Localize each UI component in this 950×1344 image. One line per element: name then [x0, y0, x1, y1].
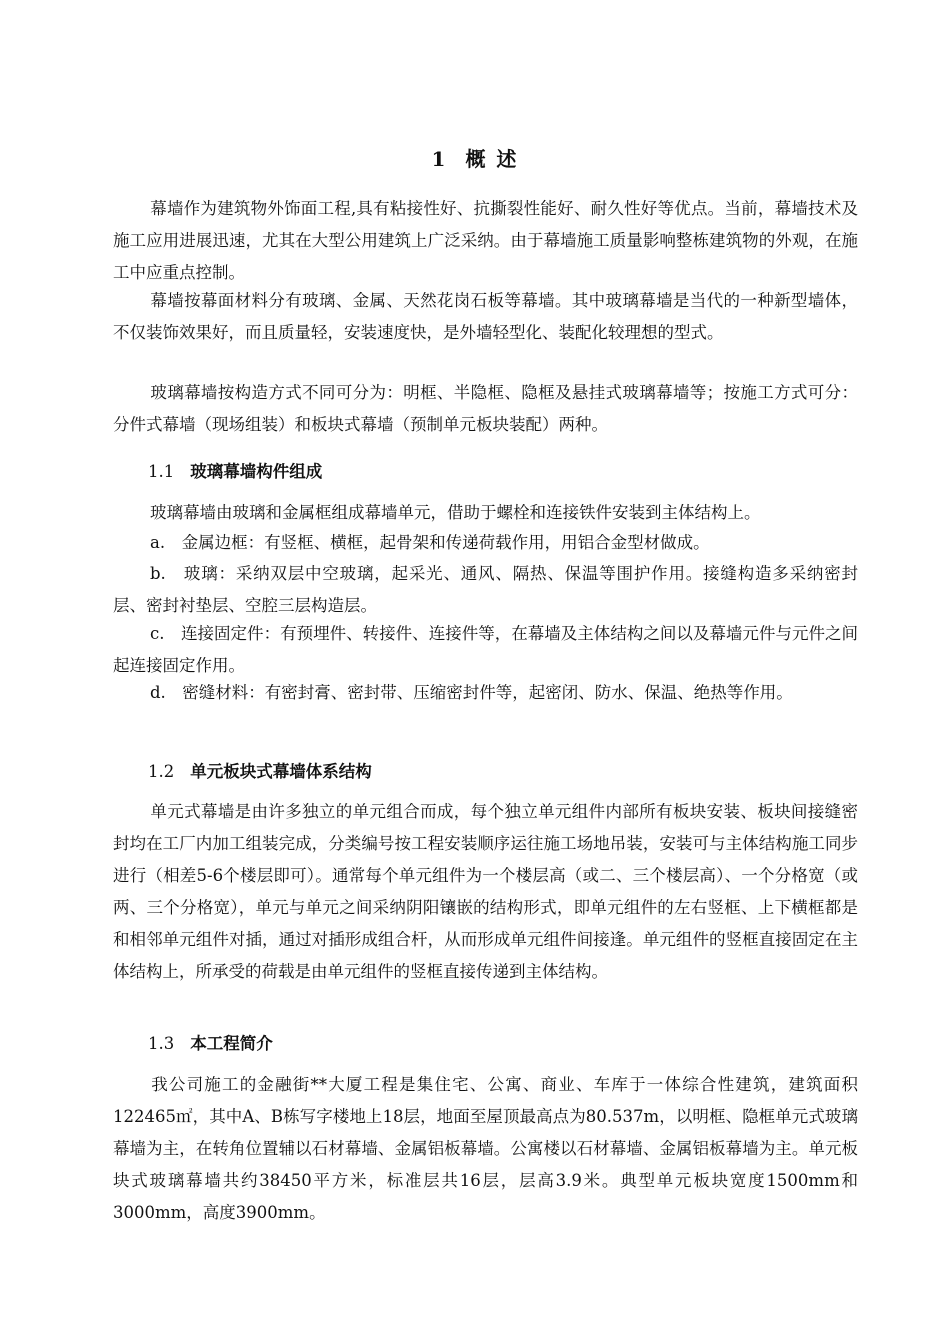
section-heading-1-1 [148, 458, 322, 482]
chapter-title [0, 143, 950, 172]
section-title: 本工程简介 [190, 1034, 273, 1053]
section-1-3-paragraph: 我公司施工的金融街**大厦工程是集住宅、公寓、商业、车库于一体综合性建筑，建筑面积122465㎡，其中A、B栋写字楼地上18层，地面至屋顶最高点为80.537m，以明框、隐框单元式玻璃幕墙为主，在转角位置辅以石材幕墙、金属铝板幕墙。公寓楼以石材幕墙、金属铝板幕墙为主。单元板块式玻璃幕墙共约38450平方米，标准层共16层，层高3.9米。典型单元板块宽度1500mm和3000mm，高度3900mm。 [113, 1075, 858, 1222]
section-1-1-paragraph: 玻璃幕墙由玻璃和金属框组成幕墙单元，借助于螺栓和连接铁件安装到主体结构上。 [150, 503, 761, 522]
intro-paragraph-3: 玻璃幕墙按构造方式不同可分为：明框、半隐框、隐框及悬挂式玻璃幕墙等；按施工方式可分：分件式幕墙（现场组装）和板块式幕墙（预制单元板块装配）两种。 [113, 383, 858, 434]
intro-paragraph-2: 幕墙按幕面材料分有玻璃、金属、天然花岗石板等幕墙。其中玻璃幕墙是当代的一种新型墙体，不仅装饰效果好，而且质量轻，安装速度快，是外墙轻型化、装配化较理想的型式。 [113, 291, 858, 342]
section-title: 单元板块式幕墙体系结构 [190, 762, 372, 781]
chapter-title-text: 概 述 [465, 147, 519, 171]
section-heading-1-3 [148, 1030, 273, 1054]
section-number: 1.3 [148, 1034, 175, 1053]
section-number: 1.1 [148, 462, 175, 481]
section-heading-1-2 [148, 758, 372, 782]
section-1-2-paragraph: 单元式幕墙是由许多独立的单元组合而成，每个独立单元组件内部所有板块安装、板块间接缝密封均在工厂内加工组装完成，分类编号按工程安装顺序运往施工场地吊装，安装可与主体结构施工同步进行（相差5-6个楼层即可）。通常每个单元组件为一个楼层高（或二、三个楼层高）、一个分格宽（或两、三个分格宽），单元与单元之间采纳阴阳镶嵌的结构形式，即单元组件的左右竖框、上下横框都是和相邻单元组件对插，通过对插形成组合杆，从而形成单元组件间接逢。单元组件的竖框直接固定在主体结构上，所承受的荷载是由单元组件的竖框直接传递到主体结构。 [113, 802, 858, 981]
section-title: 玻璃幕墙构件组成 [190, 462, 323, 481]
intro-paragraph-1: 幕墙作为建筑物外饰面工程,具有粘接性好、抗撕裂性能好、耐久性好等优点。当前，幕墙技术及施工应用进展迅速，尤其在大型公用建筑上广泛采纳。由于幕墙施工质量影响整栋建筑物的外观，在施工中应重点控制。 [113, 199, 858, 282]
list-item-b: b. 玻璃：采纳双层中空玻璃，起采光、通风、隔热、保温等围护作用。接缝构造多采纳密封层、密封衬垫层、空腔三层构造层。 [113, 564, 858, 615]
list-item-c: c. 连接固定件：有预埋件、转接件、连接件等，在幕墙及主体结构之间以及幕墙元件与元件之间起连接固定作用。 [113, 624, 858, 675]
section-number: 1.2 [148, 762, 175, 781]
chapter-number: 1 [431, 147, 448, 171]
list-item-d: d. 密缝材料：有密封膏、密封带、压缩密封件等，起密闭、防水、保温、绝热等作用。 [150, 683, 793, 702]
list-item-a: a. 金属边框：有竖框、横框，起骨架和传递荷载作用，用铝合金型材做成。 [150, 533, 710, 552]
